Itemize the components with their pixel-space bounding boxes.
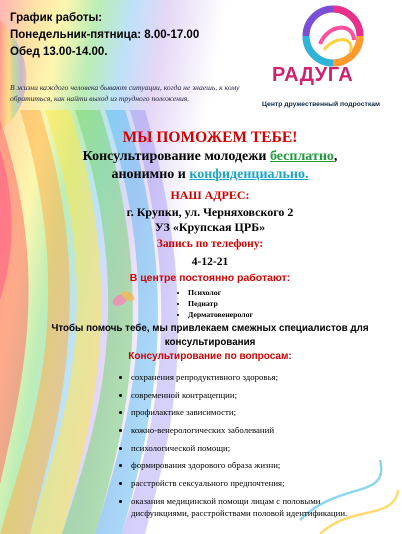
confidential-link: конфиденциально. bbox=[189, 167, 309, 182]
consultation-prefix: Консультирование молодежи bbox=[82, 149, 270, 164]
consultation-line-2 bbox=[40, 167, 380, 183]
consultation-line-1 bbox=[40, 149, 380, 165]
questions-heading: Консультирование по вопросам: bbox=[128, 351, 292, 362]
intro-quote: В жизни каждого человека бывают ситуации, когда не знаешь, к кому обратиться, как найти выход из трудного положения. bbox=[10, 83, 240, 103]
logo-subtitle: Центр дружественный подросткам bbox=[262, 101, 381, 108]
comma: , bbox=[333, 149, 338, 164]
questions-list bbox=[117, 371, 371, 524]
help-text-line-1: Чтобы помочь тебе, мы привлекаем смежных специалистов для bbox=[51, 323, 369, 334]
schedule-lunch: Обед 13.00-14.00. bbox=[10, 46, 108, 58]
list-item: • Дерматовенеролог bbox=[188, 309, 253, 320]
raduga-logo bbox=[258, 4, 398, 112]
schedule-title: График работы: bbox=[10, 12, 103, 24]
phone-heading: Запись по телефону: bbox=[156, 238, 264, 250]
address-line-2: УЗ «Крупская ЦРБ» bbox=[154, 220, 266, 234]
address-line-1: г. Крупки, ул. Черняховского 2 bbox=[126, 205, 294, 219]
address-heading: НАШ АДРЕС: bbox=[170, 188, 250, 202]
anonymous-text: анонимно и bbox=[111, 167, 190, 182]
list-item: • расстройств сексуального предпочтения; bbox=[131, 477, 371, 491]
list-item: • оказания медицинской помощи лицам с половыми дисфункциями, расстройствами половой идентификации. bbox=[131, 495, 371, 520]
help-text-line-2: консультирования bbox=[164, 337, 256, 348]
list-item: • Педиатр bbox=[188, 298, 253, 309]
phone-number: 4-12-21 bbox=[191, 256, 229, 268]
schedule bbox=[10, 10, 199, 61]
staff-list bbox=[174, 287, 253, 320]
free-link: бесплатно bbox=[269, 149, 334, 164]
list-item: • современной контрацепции; bbox=[131, 389, 371, 403]
list-item: • Психолог bbox=[188, 287, 253, 298]
staff-heading: В центре постоянно работают: bbox=[129, 272, 291, 284]
list-item: • профилактике зависимости; bbox=[131, 406, 371, 420]
list-item: • сохранения репродуктивного здоровья; bbox=[131, 371, 371, 385]
list-item: • психологической помощи; bbox=[131, 442, 371, 456]
list-item: • кожно-венерологических заболеваний bbox=[131, 424, 371, 438]
list-item: • формирования здорового образа жизни; bbox=[131, 459, 371, 473]
logo-word: РАДУГА bbox=[272, 64, 354, 86]
schedule-weekdays: Понедельник-пятница: 8.00-17.00 bbox=[10, 29, 200, 41]
headline: МЫ ПОМОЖЕМ ТЕБЕ! bbox=[122, 129, 298, 146]
